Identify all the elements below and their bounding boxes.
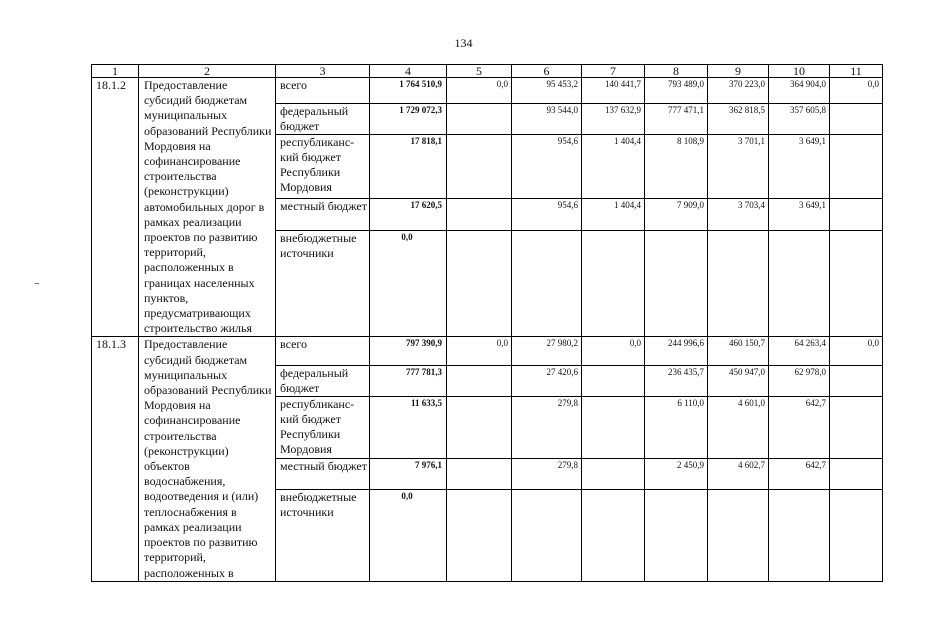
cell-value — [512, 230, 582, 337]
funding-source: республиканс-кий бюджет Республики Мордовия — [276, 135, 370, 199]
cell-value — [447, 459, 512, 490]
budget-table — [91, 64, 883, 582]
cell-value: 954,6 — [512, 198, 582, 230]
funding-source: внебюджетные источники — [276, 230, 370, 337]
section-description: Предоставление субсидий бюджетам муниципальных образований Республики Мордовия на софинансирование строительства (реконструкции) объектов водоснабжения, водоотведения и (или) теплоснабжения в рамках реализации проектов по развитию территорий, расположенных в — [139, 337, 276, 582]
cell-value: 0,0 — [447, 337, 512, 366]
total-value: 0,0 — [370, 490, 447, 582]
cell-value: 279,8 — [512, 459, 582, 490]
cell-value — [830, 366, 883, 397]
cell-value: 364 904,0 — [769, 78, 830, 104]
header-cell: 10 — [769, 65, 830, 78]
cell-value — [447, 397, 512, 459]
cell-value: 4 602,7 — [708, 459, 769, 490]
cell-value — [830, 230, 883, 337]
section-code: 18.1.3 — [92, 337, 139, 582]
cell-value: 27 420,6 — [512, 366, 582, 397]
funding-source: всего — [276, 337, 370, 366]
section-code: 18.1.2 — [92, 78, 139, 337]
cell-value: 137 632,9 — [582, 103, 645, 135]
cell-value: 0,0 — [582, 337, 645, 366]
cell-value — [830, 103, 883, 135]
cell-value: 3 703,4 — [708, 198, 769, 230]
total-value: 0,0 — [370, 230, 447, 337]
cell-value — [582, 459, 645, 490]
cell-value: 62 978,0 — [769, 366, 830, 397]
funding-source: всего — [276, 78, 370, 104]
cell-value — [582, 490, 645, 582]
cell-value — [830, 135, 883, 199]
page-number: 134 — [454, 36, 473, 50]
cell-value — [769, 230, 830, 337]
total-value: 11 633,5 — [370, 397, 447, 459]
cell-value: 95 453,2 — [512, 78, 582, 104]
cell-value — [512, 490, 582, 582]
cell-value — [708, 230, 769, 337]
funding-source: республиканс-кий бюджет Республики Мордовия — [276, 397, 370, 459]
cell-value — [830, 397, 883, 459]
cell-value: 2 450,9 — [645, 459, 708, 490]
cell-value — [830, 198, 883, 230]
header-cell: 6 — [512, 65, 582, 78]
cell-value: 357 605,8 — [769, 103, 830, 135]
total-value: 17 620,5 — [370, 198, 447, 230]
cell-value — [447, 366, 512, 397]
cell-value: 3 649,1 — [769, 198, 830, 230]
cell-value: 793 489,0 — [645, 78, 708, 104]
cell-value: 460 150,7 — [708, 337, 769, 366]
header-cell: 4 — [370, 65, 447, 78]
header-cell: 3 — [276, 65, 370, 78]
cell-value: 0,0 — [830, 78, 883, 104]
funding-source: федеральный бюджет — [276, 103, 370, 135]
cell-value: 370 223,0 — [708, 78, 769, 104]
cell-value: 1 404,4 — [582, 198, 645, 230]
funding-source: федеральный бюджет — [276, 366, 370, 397]
cell-value: 450 947,0 — [708, 366, 769, 397]
cell-value: 3 701,1 — [708, 135, 769, 199]
header-cell: 11 — [830, 65, 883, 78]
cell-value — [447, 135, 512, 199]
section-description: Предоставление субсидий бюджетам муниципальных образований Республики Мордовия на софинансирование строительства (реконструкции) автомобильных дорог в рамках реализации проектов по развитию территорий, расположенных в границах населенных пунктов, предусматривающих строительство жилья — [139, 78, 276, 337]
header-cell: 5 — [447, 65, 512, 78]
total-value: 777 781,3 — [370, 366, 447, 397]
cell-value: 236 435,7 — [645, 366, 708, 397]
cell-value — [582, 397, 645, 459]
cell-value: 642,7 — [769, 397, 830, 459]
table-row — [92, 78, 883, 104]
cell-value: 27 980,2 — [512, 337, 582, 366]
cell-value: 1 404,4 — [582, 135, 645, 199]
cell-value — [708, 490, 769, 582]
funding-source: местный бюджет — [276, 459, 370, 490]
cell-value — [645, 230, 708, 337]
cell-value — [769, 490, 830, 582]
table-row — [92, 337, 883, 366]
funding-source: внебюджетные источники — [276, 490, 370, 582]
cell-value: 93 544,0 — [512, 103, 582, 135]
cell-value — [645, 490, 708, 582]
total-value: 7 976,1 — [370, 459, 447, 490]
cell-value — [447, 230, 512, 337]
cell-value: 140 441,7 — [582, 78, 645, 104]
header-cell: 9 — [708, 65, 769, 78]
cell-value: 0,0 — [447, 78, 512, 104]
cell-value: 777 471,1 — [645, 103, 708, 135]
header-cell: 1 — [92, 65, 139, 78]
header-cell: 2 — [139, 65, 276, 78]
cell-value: 954,6 — [512, 135, 582, 199]
cell-value — [830, 459, 883, 490]
cell-value — [447, 490, 512, 582]
cell-value: 0,0 — [830, 337, 883, 366]
funding-source: местный бюджет — [276, 198, 370, 230]
cell-value: 642,7 — [769, 459, 830, 490]
cell-value: 4 601,0 — [708, 397, 769, 459]
cell-value — [830, 490, 883, 582]
cell-value: 64 263,4 — [769, 337, 830, 366]
cell-value: 279,8 — [512, 397, 582, 459]
total-value: 1 729 072,3 — [370, 103, 447, 135]
cell-value: 244 996,6 — [645, 337, 708, 366]
cell-value: 7 909,0 — [645, 198, 708, 230]
header-cell: 8 — [645, 65, 708, 78]
cell-value: 6 110,0 — [645, 397, 708, 459]
total-value: 17 818,1 — [370, 135, 447, 199]
cell-value: 362 818,5 — [708, 103, 769, 135]
cell-value — [447, 103, 512, 135]
scan-mark — [35, 283, 39, 284]
total-value: 1 764 510,9 — [370, 78, 447, 104]
header-cell: 7 — [582, 65, 645, 78]
cell-value: 8 108,9 — [645, 135, 708, 199]
header-row — [92, 65, 883, 78]
total-value: 797 390,9 — [370, 337, 447, 366]
cell-value: 3 649,1 — [769, 135, 830, 199]
cell-value — [582, 230, 645, 337]
cell-value — [447, 198, 512, 230]
cell-value — [582, 366, 645, 397]
